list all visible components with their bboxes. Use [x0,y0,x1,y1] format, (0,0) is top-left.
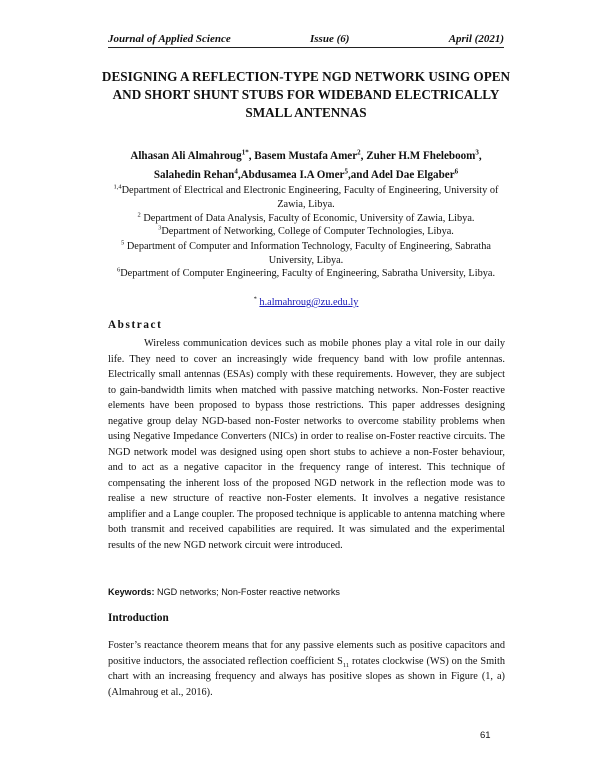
affiliation [100,225,512,239]
introduction-text [108,638,505,700]
author-separator: ,and [347,169,371,181]
affiliation [100,212,512,226]
journal-name: Journal of Applied Science [108,33,231,45]
author-list [100,147,512,185]
author-name: Zuher H.M Fheleboom [363,150,476,162]
author-name: Adel Dae Elgaber [370,169,455,181]
affiliation-mark: 5 [121,239,125,247]
author-affiliation-mark: 2 [357,148,361,157]
affiliation-text: Department of Computer Engineering, Faculty of Engineering, Sabratha University, Libya. [120,268,496,279]
affiliation-text: Department of Networking, College of Computer Technologies, Libya. [161,226,454,237]
author-name: Basem Mustafa Amer [254,150,358,162]
affiliation [100,240,512,268]
introduction-heading: Introduction [108,612,169,624]
keywords-label: Keywords: [108,587,155,597]
author-name: Salahedin Rehan [153,169,235,181]
affiliation-text: Department of Electrical and Electronic Engineering, Faculty of Engineering, University of Zawia, Libya. [121,185,499,210]
keywords-text: NGD networks; Non-Foster reactive networks [154,587,340,597]
issue-date: April (2021) [448,33,504,45]
author-affiliation-mark: 5 [344,167,348,176]
author-affiliation-mark: 3 [475,148,479,157]
introduction-text-part1: Foster’s reactance theorem means that for any passive elements such as positive capacitors and positive inductors, the associated reflection coefficient S [108,640,505,667]
introduction-text-part2: rotates clockwise (WS) on the Smith chart with an increasing frequency and always has positive slopes as shown in Figure (1, a) (Almahroug et al., 2016). [108,655,505,698]
affiliation [100,267,512,281]
author-separator: , [360,150,364,162]
affiliation-mark: 6 [116,266,121,274]
affiliation-mark: 1,4 [113,183,122,191]
affiliation-mark: 2 [137,211,141,219]
issue-number: Issue (6) [310,33,350,45]
author-name: Abdusamea I.A Omer [240,169,345,181]
email-mark: * [253,295,257,303]
author-separator: , [478,150,482,162]
page-number: 61 [480,730,491,741]
abstract-heading: Abstract [108,319,163,331]
abstract-text: Wireless communication devices such as mobile phones play a vital role in our daily life. They need to cover an increasingly wide frequency band with low profile antennas. Electrically small antennas (ESAs) comply with these requirements. However, they are subject to gain-bandwidth limits when matched with passive matching networks. Non-Foster reactive elements have been proposed to bypass those restrictions. This paper addresses designing negative group delay NGD-based non-Foster networks to overcome stability problems when using Negative Impedance Converters (NICs) in order to realise on-Foster reactive circuits. The NGD network model was designed using open short stubs to achieve a non-Foster behaviour, and to act as a negative capacitor in the frequency range of interest. This technique of compensating the inherent loss of the proposed NGD network in the reflection mode was to realise a new structure of reactive non-Foster elements. It involves a negative resistance amplifier and a Lange coupler. The proposed technique is applicable to antenna matching where both transmit and received capabilities are required. It was simulated and the experimental results of the new NGD network circuit were introduced. [108,338,505,551]
email-link[interactable]: h.almahroug@zu.edu.ly [259,297,359,308]
author-separator: , [248,150,255,162]
affiliation-text: Department of Computer and Information Technology, Faculty of Engineering, Sabratha University, Libya. [124,241,491,266]
s-parameter-subscript: 11 [342,661,350,669]
affiliation [100,184,512,212]
corresponding-email [100,296,512,310]
paper-title: DESIGNING A REFLECTION-TYPE NGD NETWORK USING OPEN AND SHORT SHUNT STUBS FOR WIDEBAND ELECTRICALLY SMALL ANTENNAS [101,69,511,120]
author-separator: , [237,169,241,181]
author-affiliation-mark: 1* [241,148,249,157]
affiliation-mark: 3 [158,224,162,232]
author-name: Alhasan Ali Almahroug [130,150,242,162]
author-affiliation-mark: 4 [234,167,238,176]
affiliation-text: Department of Data Analysis, Faculty of Economic, University of Zawia, Libya. [140,213,475,224]
keywords-line [108,587,508,597]
author-affiliation-mark: 6 [454,167,459,176]
header-divider [108,47,504,48]
